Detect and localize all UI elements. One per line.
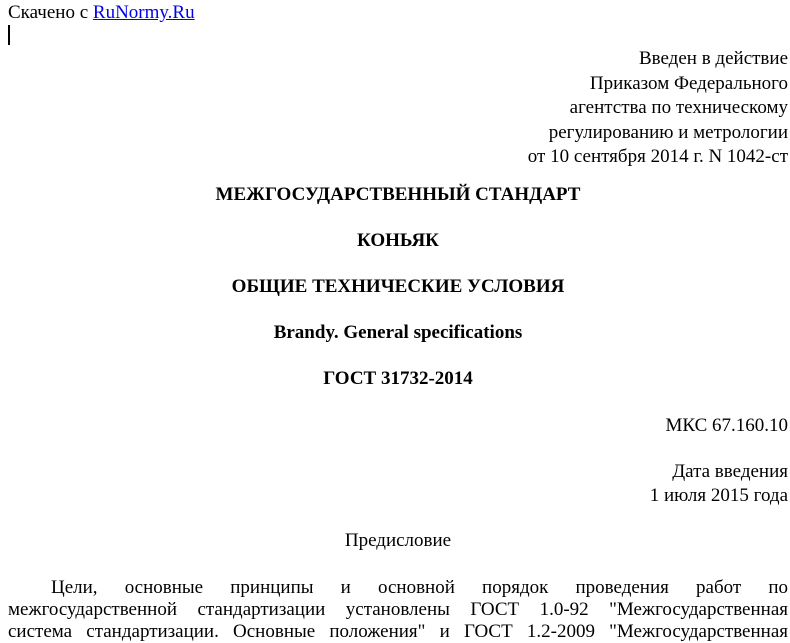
paragraph-line: Цели, основные принципы и основной порядок проведения работ по [51, 577, 788, 598]
runormy-link[interactable]: RuNormy.Ru [92, 2, 195, 23]
paragraph-line: межгосударственной стандартизации установлены ГОСТ 1.0-92 "Межгосударственная [8, 599, 788, 620]
approval-line: регулированию и метрологии [548, 121, 788, 143]
intro-date-value: 1 июля 2015 года [649, 485, 788, 506]
gost-code: ГОСТ 31732-2014 [323, 368, 473, 389]
preface-title: Предисловие [344, 530, 452, 551]
approval-line: Введен в действие [638, 48, 788, 69]
download-source-line [8, 2, 195, 24]
standard-type-heading: МЕЖГОСУДАРСТВЕННЫЙ СТАНДАРТ [215, 184, 581, 205]
approval-line: от 10 сентября 2014 г. N 1042-ст [527, 146, 788, 167]
preface-paragraph [8, 577, 788, 643]
approval-line: агентства по техническому [569, 97, 788, 118]
mks-code: МКС 67.160.10 [665, 415, 788, 436]
intro-date-label: Дата введения [672, 461, 788, 482]
english-title: Brandy. General specifications [273, 322, 523, 343]
subtitle-heading: ОБЩИЕ ТЕХНИЧЕСКИЕ УСЛОВИЯ [231, 276, 565, 297]
approval-block [528, 47, 788, 170]
approval-line: Приказом Федерального [589, 72, 788, 94]
paragraph-line: система стандартизации. Основные положения" и ГОСТ 1.2-2009 "Межгосударственная [8, 621, 788, 642]
download-source-prefix: Скачено с [8, 2, 93, 23]
product-heading: КОНЬЯК [357, 230, 439, 251]
text-cursor [8, 25, 10, 45]
